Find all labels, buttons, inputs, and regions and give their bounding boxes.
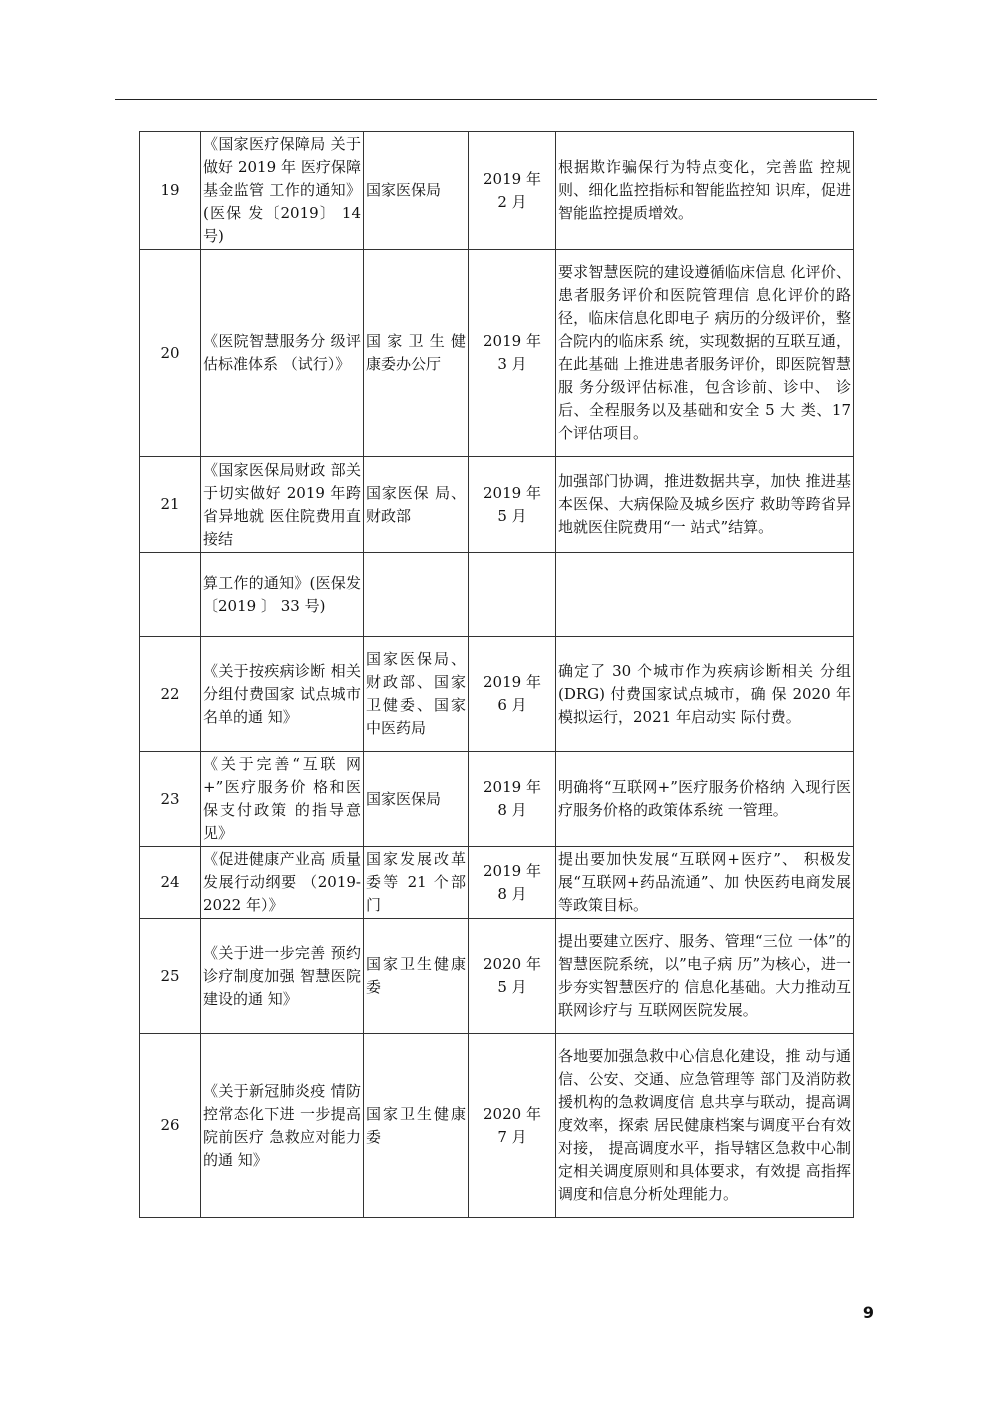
- issue-year: 2019 年: [483, 169, 541, 188]
- policy-summary: 提出要建立医疗、服务、管理“三位 一体”的智慧医院系统，以”电子病 历”为核心，进一步夯实智慧医疗的 信息化基础。大力推动互联网诊疗与 互联网医院发展。: [556, 919, 854, 1034]
- issue-year: 2020 年: [483, 1104, 541, 1123]
- table-row: [140, 847, 854, 919]
- issuing-department: 国家医保局: [364, 132, 469, 250]
- row-number: 23: [140, 752, 201, 847]
- issuing-department: 国家医保局: [364, 752, 469, 847]
- issue-year: 2019 年: [483, 483, 541, 502]
- table-row: [140, 919, 854, 1034]
- header-rule: [115, 99, 877, 100]
- row-number: 25: [140, 919, 201, 1034]
- policy-summary: 明确将“互联网+”医疗服务价格纳 入现行医疗服务价格的政策体系统 一管理。: [556, 752, 854, 847]
- table-row: [140, 1034, 854, 1218]
- policy-summary: 要求智慧医院的建设遵循临床信息 化评价、患者服务评价和医院管理信 息化评价的路径，临床信息化即电子 病历的分级评价，整合院内的临床系 统，实现数据的互联互通，在此基础 上推进患者服务评价，即医院智慧服 务分级评估标准，包含诊前、诊中、 诊后、全程服务以及基础和安全 5 大 类、17 个评估项目。: [556, 250, 854, 457]
- issue-date: [469, 919, 556, 1034]
- issue-date: [469, 847, 556, 919]
- policy-summary: 根据欺诈骗保行为特点变化，完善监 控规则、细化监控指标和智能监控知 识库，促进智能监控提质增效。: [556, 132, 854, 250]
- table-row: [140, 752, 854, 847]
- policy-summary: 各地要加强急救中心信息化建设，推 动与通信、公安、交通、应急管理等 部门及消防救援机构的急救调度信 息共享与联动，提高调度效率，探索 居民健康档案与调度平台有效对接， 提高调度水平，指导辖区急救中心制 定相关调度原则和具体要求，有效提 高指挥调度和信息分析处理能力。: [556, 1034, 854, 1218]
- policy-summary: [556, 553, 854, 637]
- issue-month: 5 月: [497, 506, 527, 525]
- row-number: 20: [140, 250, 201, 457]
- issue-date: [469, 1034, 556, 1218]
- issue-date: [469, 250, 556, 457]
- issue-date: [469, 457, 556, 553]
- issue-date: [469, 752, 556, 847]
- document-title: 《关于新冠肺炎疫 情防控常态化下进 一步提高院前医疗 急救应对能力的通 知》: [201, 1034, 364, 1218]
- row-number: 22: [140, 637, 201, 752]
- issue-year: 2020 年: [483, 955, 541, 973]
- document-title: 《关于进一步完善 预约诊疗制度加强 智慧医院建设的通 知》: [201, 919, 364, 1034]
- issue-month: 6 月: [497, 696, 527, 714]
- issue-year: 2019 年: [483, 332, 541, 350]
- issue-month: 3 月: [497, 355, 527, 373]
- issue-month: 7 月: [497, 1127, 527, 1146]
- issue-year: 2019 年: [483, 778, 541, 796]
- issuing-department: 国家卫生健康委: [364, 1034, 469, 1218]
- document-title: 《关于按疾病诊断 相关分组付费国家 试点城市名单的通 知》: [201, 637, 364, 752]
- issuing-department: 国家卫生健康委: [364, 919, 469, 1034]
- issue-month: 8 月: [497, 884, 527, 903]
- table-row: [140, 637, 854, 752]
- issue-date: [469, 637, 556, 752]
- document-title: 《医院智慧服务分 级评估标准体系 （试行）》: [201, 250, 364, 457]
- policy-summary: 加强部门协调，推进数据共享，加快 推进基本医保、大病保险及城乡医疗 救助等跨省异地就医住院费用“一 站式”结算。: [556, 457, 854, 553]
- issuing-department: 国家医保局、财政部、国家卫健委、国家中医药局: [364, 637, 469, 752]
- issue-date: [469, 132, 556, 250]
- issue-month: 2 月: [497, 192, 527, 211]
- row-number: 26: [140, 1034, 201, 1218]
- issue-month: 8 月: [497, 801, 527, 819]
- document-title: 《促进健康产业高 质量发展行动纲要 （2019-2022 年）》: [201, 847, 364, 919]
- issue-date: [469, 553, 556, 637]
- row-number: 24: [140, 847, 201, 919]
- document-title: 算工作的通知》(医保发〔2019 〕 33 号): [201, 553, 364, 637]
- policy-summary: 确定了 30 个城市作为疾病诊断相关 分组 (DRG) 付费国家试点城市，确 保 2020 年模拟运行，2021 年启动实 际付费。: [556, 637, 854, 752]
- issuing-department: [364, 553, 469, 637]
- issuing-department: 国家发展改革委等 21 个部门: [364, 847, 469, 919]
- document-title: 《关于完善“互联 网+”医疗服务价 格和医保支付政策 的指导意见》: [201, 752, 364, 847]
- issue-month: 5 月: [497, 978, 527, 996]
- policy-summary: 提出要加快发展“互联网+医疗”、 积极发展“互联网+药品流通”、加 快医药电商发展等政策目标。: [556, 847, 854, 919]
- row-number: 21: [140, 457, 201, 553]
- issuing-department: 国家医保 局、财政部: [364, 457, 469, 553]
- document-title: 《国家医保局财政 部关于切实做好 2019 年跨省异地就 医住院费用直接结: [201, 457, 364, 553]
- row-number: 19: [140, 132, 201, 250]
- issue-year: 2019 年: [483, 673, 541, 691]
- document-title: 《国家医疗保障局 关于做好 2019 年 医疗保障基金监管 工作的通知》(医保 发〔2019〕 14 号): [201, 132, 364, 250]
- table-row: [140, 132, 854, 250]
- page-number: 9: [862, 1303, 874, 1322]
- issue-year: 2019 年: [483, 861, 541, 880]
- policy-table: [139, 131, 854, 1218]
- issuing-department: 国 家 卫 生 健康委办公厅: [364, 250, 469, 457]
- table-row-continuation: [140, 553, 854, 637]
- row-number: [140, 553, 201, 637]
- table-row: [140, 250, 854, 457]
- table-row: [140, 457, 854, 553]
